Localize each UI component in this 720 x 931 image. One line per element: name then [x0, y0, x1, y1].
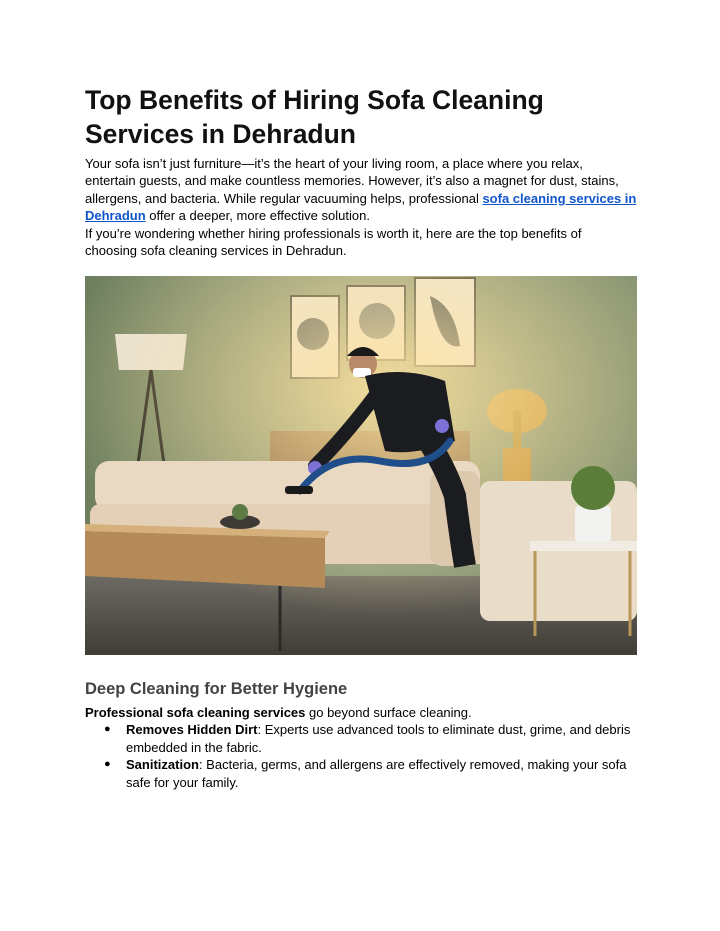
list-item: [85, 721, 637, 756]
section-heading: Deep Cleaning for Better Hygiene: [85, 680, 348, 698]
section-lead-bold: Professional sofa cleaning services: [85, 705, 306, 720]
list-item-text: : Experts use advanced tools to eliminate dust, grime, and debris embedded in the fabric.: [126, 722, 631, 755]
section-lead: [85, 704, 637, 721]
bullet-marker: ●: [104, 723, 111, 736]
list-item: [85, 756, 637, 791]
intro-paragraph-2: If you’re wondering whether hiring professionals is worth it, here are the top benefits of choosing sofa cleaning services in Dehradun.: [85, 225, 582, 259]
list-item-title: Removes Hidden Dirt: [126, 722, 258, 738]
intro-part1: Your sofa isn’t just furniture—it’s the heart of your living room, a place where you relax, entertain guests, and make countless memories. However, it’s also a magnet for dust, stains, allergens, and bacteria. While regular vacuuming helps, professional: [85, 156, 619, 206]
list-item-text: : Bacteria, germs, and allergens are effectively removed, making your sofa safe for your family.: [126, 757, 627, 790]
intro-part2: offer a deeper, more effective solution.: [145, 208, 370, 224]
list-item-title: Sanitization: [126, 757, 199, 773]
intro-text: [85, 155, 637, 259]
sofa-cleaning-photo: [85, 276, 637, 655]
sofa-cleaning-link[interactable]: sofa cleaning services in Dehradun: [85, 190, 637, 224]
intro-paragraph: [85, 155, 637, 225]
bullet-marker: ●: [104, 758, 111, 771]
section-lead-rest: go beyond surface cleaning.: [305, 705, 472, 720]
benefit-list: [85, 721, 637, 791]
section-body: [85, 704, 637, 791]
page-title: Top Benefits of Hiring Sofa Cleaning Services in Dehradun: [85, 85, 544, 149]
